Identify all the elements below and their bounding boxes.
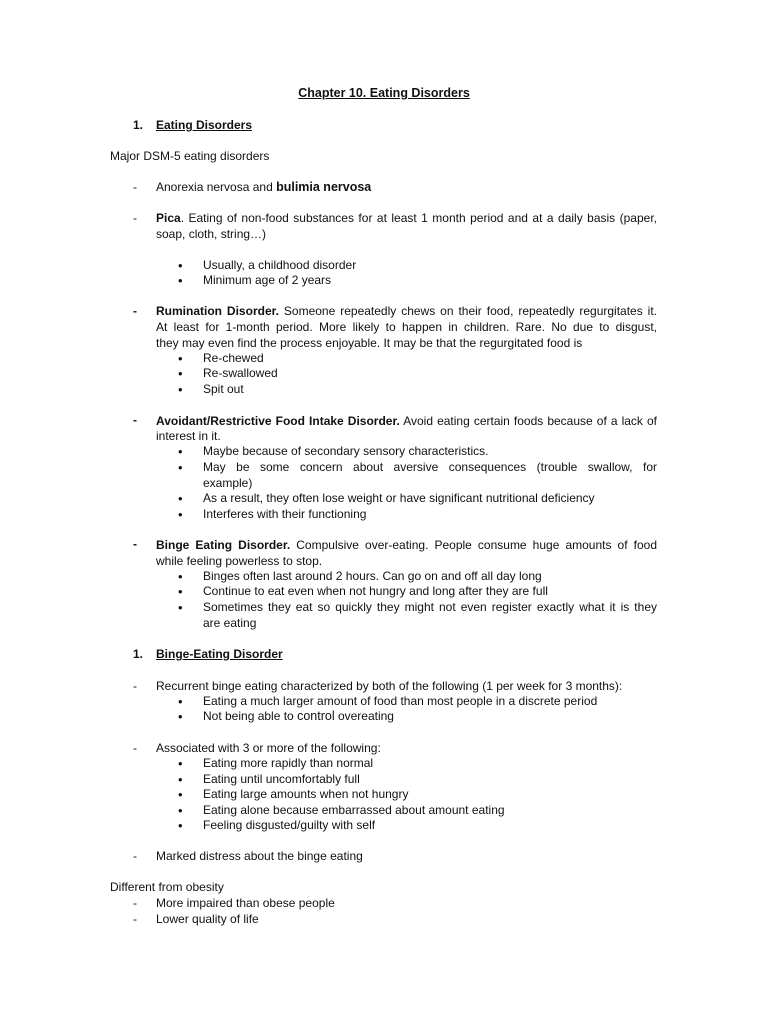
marked-text: Marked distress about the binge eating xyxy=(156,849,363,863)
dash-marker: - xyxy=(133,912,137,926)
list-item: Eating alone because embarrassed about amount eating xyxy=(203,803,505,817)
control-post: overeating xyxy=(334,709,394,723)
binge-text: Compulsive over-eating. People consume huge amounts of food xyxy=(290,538,657,552)
pica-line-1 xyxy=(156,211,657,226)
bullet-icon: • xyxy=(178,787,183,802)
rumination-text: Someone repeatedly chews on their food, repeatedly regurgitates it. xyxy=(278,304,657,318)
list-item-continuation: example) xyxy=(203,476,253,490)
pica-line-2: soap, cloth, string…) xyxy=(156,227,267,241)
page-title: Chapter 10. Eating Disorders xyxy=(298,86,470,100)
dash-marker: - xyxy=(133,304,137,318)
list-item: Re-chewed xyxy=(203,351,264,365)
bullet-icon: • xyxy=(178,258,183,273)
dash-marker: - xyxy=(133,849,137,863)
list-item: Maybe because of secondary sensory characteristics. xyxy=(203,444,489,458)
bullet-icon: • xyxy=(178,772,183,787)
list-item: Eating until uncomfortably full xyxy=(203,772,360,786)
section-number: 1. xyxy=(133,118,144,132)
list-item: Re-swallowed xyxy=(203,366,278,380)
bullet-icon: • xyxy=(178,709,183,724)
list-item: Feeling disgusted/guilty with self xyxy=(203,818,376,832)
list-item: Sometimes they eat so quickly they might not even register exactly what it is they xyxy=(203,600,657,614)
list-item: Minimum age of 2 years xyxy=(203,273,332,287)
pica-label: Pica xyxy=(156,211,181,225)
section-heading-binge-eating-disorder: Binge-Eating Disorder xyxy=(156,647,283,661)
dash-marker: - xyxy=(133,180,137,194)
bullet-icon: • xyxy=(178,584,183,599)
bullet-icon: • xyxy=(178,444,183,459)
intro-text: Major DSM-5 eating disorders xyxy=(110,149,270,163)
list-item: Continue to eat even when not hungry and long after they are full xyxy=(203,584,548,598)
pica-text: . Eating of non-food substances for at least 1 month period and at a daily basis (paper, xyxy=(180,211,657,225)
control-word: control xyxy=(297,709,335,723)
dash-marker: - xyxy=(133,413,137,427)
binge-line-1 xyxy=(156,538,657,553)
rumination-line-2: At least for 1-month period. More likely to happen in children. Rare. No due to disgust, xyxy=(156,320,657,334)
list-item: As a result, they often lose weight or have significant nutritional deficiency xyxy=(203,491,595,505)
anorexia-item xyxy=(156,180,371,195)
list-item: Usually, a childhood disorder xyxy=(203,258,357,272)
bullet-icon: • xyxy=(178,366,183,381)
arfid-label: Avoidant/Restrictive Food Intake Disorder. xyxy=(156,414,400,428)
bullet-icon: • xyxy=(178,491,183,506)
list-item: More impaired than obese people xyxy=(156,896,335,910)
list-item: Eating more rapidly than normal xyxy=(203,756,374,770)
control-pre: Not being able to xyxy=(203,709,298,723)
bullet-icon: • xyxy=(178,507,183,522)
list-item xyxy=(203,709,394,724)
binge-line-2: while feeling powerless to stop. xyxy=(156,554,323,568)
dash-marker: - xyxy=(133,896,137,910)
dash-marker: - xyxy=(133,741,137,755)
dash-marker: - xyxy=(133,679,137,693)
list-item: May be some concern about aversive consequences (trouble swallow, for xyxy=(203,460,657,474)
obesity-heading: Different from obesity xyxy=(110,880,224,894)
bulimia-text: bulimia nervosa xyxy=(276,180,372,194)
bullet-icon: • xyxy=(178,569,183,584)
bullet-icon: • xyxy=(178,351,183,366)
list-item: Interferes with their functioning xyxy=(203,507,367,521)
list-item: Binges often last around 2 hours. Can go on and off all day long xyxy=(203,569,542,583)
anorexia-text: Anorexia nervosa and xyxy=(156,180,277,194)
arfid-line-2: interest in it. xyxy=(156,429,221,443)
section-number: 1. xyxy=(133,647,144,661)
section-heading-eating-disorders: Eating Disorders xyxy=(156,118,253,132)
bullet-icon: • xyxy=(178,818,183,833)
bullet-icon: • xyxy=(178,600,183,615)
list-item: Lower quality of life xyxy=(156,912,259,926)
bullet-icon: • xyxy=(178,460,183,475)
rumination-label: Rumination Disorder. xyxy=(156,304,279,318)
rumination-line-1 xyxy=(156,304,657,319)
dash-marker: - xyxy=(133,537,137,551)
list-item: Eating large amounts when not hungry xyxy=(203,787,409,801)
bullet-icon: • xyxy=(178,756,183,771)
rumination-line-3: they may even find the process enjoyable. It may be that the regurgitated food is xyxy=(156,336,583,350)
list-item: Eating a much larger amount of food than most people in a discrete period xyxy=(203,694,598,708)
arfid-text: Avoid eating certain foods because of a lack of xyxy=(399,414,657,428)
list-item: Spit out xyxy=(203,382,244,396)
dash-marker: - xyxy=(133,211,137,225)
bullet-icon: • xyxy=(178,694,183,709)
recurrent-text: Recurrent binge eating characterized by both of the following (1 per week for 3 months): xyxy=(156,679,623,693)
bullet-icon: • xyxy=(178,382,183,397)
associated-text: Associated with 3 or more of the following: xyxy=(156,741,381,755)
list-item-continuation: are eating xyxy=(203,616,257,630)
bullet-icon: • xyxy=(178,273,183,288)
bullet-icon: • xyxy=(178,803,183,818)
binge-label: Binge Eating Disorder. xyxy=(156,538,291,552)
arfid-line-1 xyxy=(156,414,657,429)
